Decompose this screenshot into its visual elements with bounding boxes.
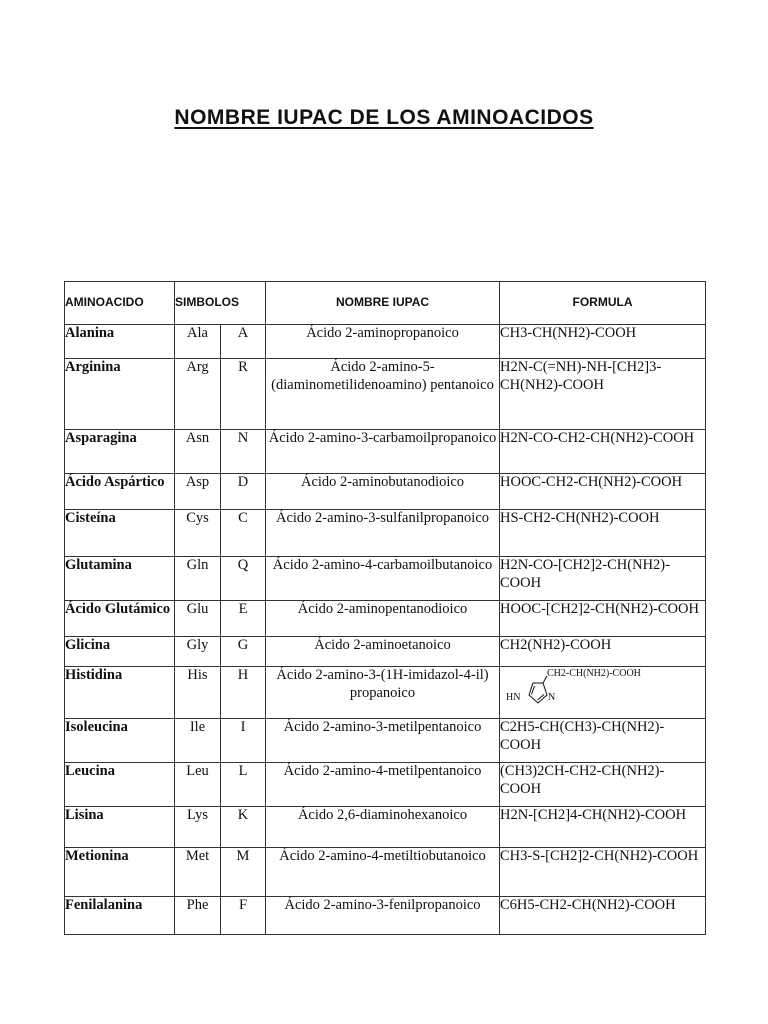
formula: H2N-CO-CH2-CH(NH2)-COOH <box>500 430 706 474</box>
symbol-three-letter: Asp <box>175 474 221 510</box>
symbol-one-letter: D <box>221 474 266 510</box>
symbol-one-letter: A <box>221 325 266 359</box>
symbol-one-letter: G <box>221 637 266 667</box>
iupac-name: Ácido 2-amino-3-sulfanilpropanoico <box>266 510 500 557</box>
symbol-one-letter: M <box>221 848 266 897</box>
structure-side-chain-label: CH2-CH(NH2)-COOH <box>547 668 641 679</box>
header-nombre-iupac: NOMBRE IUPAC <box>266 282 500 325</box>
symbol-three-letter: Lys <box>175 807 221 848</box>
structure-nh-label: HN <box>506 692 521 703</box>
header-formula: FORMULA <box>500 282 706 325</box>
formula: HOOC-[CH2]2-CH(NH2)-COOH <box>500 601 706 637</box>
formula: CH3-S-[CH2]2-CH(NH2)-COOH <box>500 848 706 897</box>
table-row <box>65 667 706 719</box>
table-row <box>65 719 706 763</box>
symbol-three-letter: His <box>175 667 221 719</box>
symbol-one-letter: C <box>221 510 266 557</box>
symbol-three-letter: Cys <box>175 510 221 557</box>
formula: CH3-CH(NH2)-COOH <box>500 325 706 359</box>
amino-name: Glicina <box>65 637 175 667</box>
table-row <box>65 359 706 430</box>
symbol-three-letter: Ala <box>175 325 221 359</box>
amino-name: Ácido Aspártico <box>65 474 175 510</box>
symbol-one-letter: R <box>221 359 266 430</box>
formula: HS-CH2-CH(NH2)-COOH <box>500 510 706 557</box>
amino-name: Alanina <box>65 325 175 359</box>
symbol-three-letter: Leu <box>175 763 221 807</box>
formula-structure <box>500 667 706 719</box>
iupac-name: Ácido 2-aminoetanoico <box>266 637 500 667</box>
formula: CH2(NH2)-COOH <box>500 637 706 667</box>
iupac-name: Ácido 2-aminopropanoico <box>266 325 500 359</box>
symbol-one-letter: Q <box>221 557 266 601</box>
iupac-name: Ácido 2-amino-3-(1H-imidazol-4-il) propanoico <box>266 667 500 719</box>
table-row <box>65 557 706 601</box>
symbol-three-letter: Ile <box>175 719 221 763</box>
header-aminoacido: AMINOACIDO <box>65 282 175 325</box>
amino-name: Leucina <box>65 763 175 807</box>
table-row <box>65 848 706 897</box>
table-row <box>65 637 706 667</box>
amino-name: Cisteína <box>65 510 175 557</box>
table-row <box>65 601 706 637</box>
amino-name: Asparagina <box>65 430 175 474</box>
amino-name: Histidina <box>65 667 175 719</box>
amino-name: Fenilalanina <box>65 897 175 935</box>
iupac-name: Ácido 2-aminopentanodioico <box>266 601 500 637</box>
amino-name: Ácido Glutámico <box>65 601 175 637</box>
header-row <box>65 282 706 325</box>
histidine-structure-drawing <box>500 667 696 713</box>
amino-name: Glutamina <box>65 557 175 601</box>
symbol-three-letter: Met <box>175 848 221 897</box>
table-row <box>65 897 706 935</box>
formula: H2N-CO-[CH2]2-CH(NH2)-COOH <box>500 557 706 601</box>
symbol-one-letter: E <box>221 601 266 637</box>
table-row <box>65 807 706 848</box>
symbol-one-letter: I <box>221 719 266 763</box>
iupac-name: Ácido 2-amino-3-metilpentanoico <box>266 719 500 763</box>
iupac-name: Ácido 2-amino-4-carbamoilbutanoico <box>266 557 500 601</box>
iupac-name: Ácido 2-aminobutanodioico <box>266 474 500 510</box>
amino-name: Lisina <box>65 807 175 848</box>
header-simbolos: SIMBOLOS <box>175 282 266 325</box>
symbol-one-letter: H <box>221 667 266 719</box>
iupac-name: Ácido 2-amino-5-(diaminometilidenoamino) pentanoico <box>266 359 500 430</box>
symbol-three-letter: Asn <box>175 430 221 474</box>
formula: (CH3)2CH-CH2-CH(NH2)-COOH <box>500 763 706 807</box>
formula: HOOC-CH2-CH(NH2)-COOH <box>500 474 706 510</box>
table-row <box>65 474 706 510</box>
symbol-three-letter: Gln <box>175 557 221 601</box>
symbol-three-letter: Gly <box>175 637 221 667</box>
table-row <box>65 325 706 359</box>
amino-name: Arginina <box>65 359 175 430</box>
iupac-name: Ácido 2-amino-4-metilpentanoico <box>266 763 500 807</box>
table-row <box>65 510 706 557</box>
structure-n-label: N <box>548 692 556 703</box>
table-row <box>65 430 706 474</box>
amino-name: Metionina <box>65 848 175 897</box>
iupac-name: Ácido 2-amino-3-fenilpropanoico <box>266 897 500 935</box>
formula: H2N-[CH2]4-CH(NH2)-COOH <box>500 807 706 848</box>
amino-acid-table <box>64 281 706 935</box>
symbol-one-letter: F <box>221 897 266 935</box>
symbol-one-letter: L <box>221 763 266 807</box>
iupac-name: Ácido 2-amino-3-carbamoilpropanoico <box>266 430 500 474</box>
iupac-name: Ácido 2-amino-4-metiltiobutanoico <box>266 848 500 897</box>
symbol-one-letter: K <box>221 807 266 848</box>
formula: C6H5-CH2-CH(NH2)-COOH <box>500 897 706 935</box>
amino-name: Isoleucina <box>65 719 175 763</box>
page-title: NOMBRE IUPAC DE LOS AMINOACIDOS <box>174 106 594 129</box>
iupac-name: Ácido 2,6-diaminohexanoico <box>266 807 500 848</box>
symbol-three-letter: Phe <box>175 897 221 935</box>
formula: C2H5-CH(CH3)-CH(NH2)-COOH <box>500 719 706 763</box>
formula: H2N-C(=NH)-NH-[CH2]3-CH(NH2)-COOH <box>500 359 706 430</box>
symbol-one-letter: N <box>221 430 266 474</box>
table-row <box>65 763 706 807</box>
symbol-three-letter: Arg <box>175 359 221 430</box>
symbol-three-letter: Glu <box>175 601 221 637</box>
